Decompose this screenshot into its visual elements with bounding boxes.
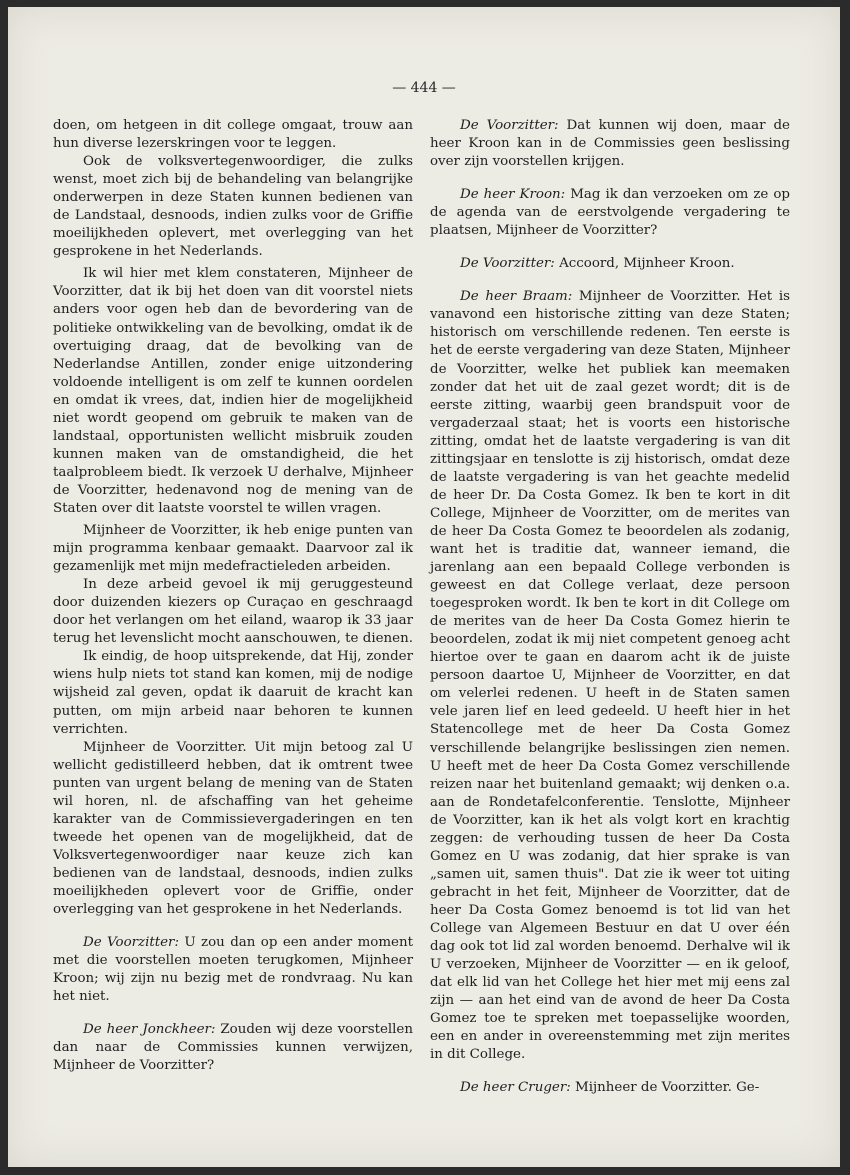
paragraph: Ik wil hier met klem constateren, Mijnheer de Voorzitter, dat ik bij het doen van dit voorstel niets anders voor ogen heb dan de bevordering van de politieke ontwikkeling van de bevolking, omdat ik de overtuiging draag, dat de bevolking van de Nederlandse Antillen, zonder enige uitzondering voldoende intelligent is om zelf te kunnen oordelen en omdat ik vrees, dat, indien hier de mogelijkheid niet wordt geopend om gebruik te maken van de landstaal, opportunisten wellicht misbruik zouden kunnen maken van de omstandigheid, die het taalprobleem biedt. Ik verzoek U derhalve, Mijnheer de Voorzitter, hedenavond nog de mening van de Staten over dit laatste voorstel te willen vragen.	[53, 266, 413, 516]
page-number: — 444 —	[392, 80, 456, 96]
left-column	[53, 117, 413, 1075]
speaker-paragraph	[430, 117, 790, 171]
speaker-name: De heer Jonckheer:	[83, 1022, 216, 1038]
speech-text: Accoord, Mijnheer Kroon.	[559, 256, 735, 272]
speaker-paragraph	[430, 186, 790, 240]
paragraph: Mijnheer de Voorzitter. Uit mijn betoog zal U wellicht gedistilleerd hebben, dat ik omtrent twee punten van urgent belang de mening van de Staten wil horen, nl. de afschaffing van het geheime karakter van de Commissievergaderingen en ten tweede het openen van de mogelijkheid, dat de Volksvertegenwoordiger naar keuze zich kan bedienen van de landstaal, desnoods, indien zulks moeilijkheden oplevert voor de Griffie, onder overlegging van het gesprokene in het Nederlands.	[53, 739, 413, 918]
paragraph: In deze arbeid gevoel ik mij geruggesteund door duizenden kiezers op Curaçao en geschraagd door het verlangen om het eiland, waarop ik 33 jaar terug het levenslicht mocht aanschouwen, te dienen.	[53, 577, 413, 647]
speaker-paragraph	[430, 288, 790, 1064]
speaker-paragraph	[430, 255, 790, 273]
paragraph: Ik eindig, de hoop uitsprekende, dat Hij, zonder wiens hulp niets tot stand kan komen, mij de nodige wijsheid zal geven, opdat ik daaruit de kracht kan putten, om mijn arbeid naar behoren te kunnen verrichten.	[53, 649, 413, 737]
speech-text: Dat kunnen wij doen, maar de heer Kroon kan in de Commissies geen beslissing over zijn voorstellen krijgen.	[430, 118, 790, 170]
speech-text: U zou dan op een ander moment met die voorstellen moeten terugkomen, Mijnheer Kroon; wij zijn nu bezig met de rondvraag. Nu kan het niet.	[53, 935, 413, 1005]
speech-text: Mijnheer de Voorzitter. Het is vanavond een historische zitting van deze Staten; historisch om verschillende redenen. Ten eerste is het de eerste vergadering van deze Staten, Mijnheer de Voorzitter, welke het publiek kan meemaken zonder dat het uit de zaal gezet wordt; dit is de eerste zitting, waarbij geen brandspuit voor de vergaderzaal staat; het is voorts een historische zitting, omdat het de laatste vergadering is van dit zittingsjaar en tenslotte is zij historisch, omdat deze de laatste vergadering is van het geachte medelid de heer Dr. Da Costa Gomez. Ik ben te kort in dit College, Mijnheer de Voorzitter, om de merites van de heer Da Costa Gomez te beoordelen als zodanig, want het is traditie dat, wanneer iemand, die jarenlang aan een bepaald College verbonden is geweest en dat College verlaat, deze persoon toegesproken wordt. Ik ben te kort in dit College om de merites van de heer Da Costa Gomez hierin te beoordelen, zodat ik mij niet competent genoeg acht hiertoe over te gaan en daarom acht ik de juiste persoon daartoe U, Mijnheer de Voorzitter, en dat om velerlei redenen. U heeft in de Staten samen vele jaren lief en leed gedeeld. U heeft hier in het Statencollege met de heer Da Costa Gomez verschillende belangrijke beslissingen zien nemen. U heeft met de heer Da Costa Gomez verschillende reizen naar het buitenland gemaakt; wij denken o.a. aan de Rondetafelconferentie. Tenslotte, Mijnheer de Voorzitter, kan ik het als volgt kort en krachtig zeggen: de verhouding tussen de heer Da Costa Gomez en U was zodanig, dat hier sprake is van „samen uit, samen thuis". Dat zie ik weer tot uiting gebracht in het feit, Mijnheer de Voorzitter, dat de heer Da Costa Gomez benoemd is tot lid van het College van Algemeen Bestuur en dat U over één dag ook tot lid zal worden benoemd. Derhalve wil ik U verzoeken, Mijnheer de Voorzitter — en ik geloof, dat elk lid van het College het hier met mij eens zal zijn — aan het eind van de avond de heer Da Costa Gomez toe te spreken met toepasselijke woorden, een en ander in overeenstemming met zijn merites in dit College.	[430, 289, 790, 1063]
document-page	[8, 7, 840, 1167]
speech-text: Mag ik dan verzoeken om ze op de agenda van de eerstvolgende vergadering te plaatsen, Mijnheer de Voorzitter?	[430, 187, 790, 239]
speaker-name: De Voorzitter:	[460, 118, 559, 133]
speech-text: Mijnheer de Voorzitter. Ge-	[575, 1080, 760, 1096]
speaker-name: De heer Cruger:	[460, 1080, 571, 1096]
right-column	[430, 117, 790, 1097]
speaker-paragraph	[430, 1079, 790, 1097]
paragraph: Ook de volksvertegenwoordiger, die zulks wenst, moet zich bij de behandeling van belangrijke onderwerpen in deze Staten kunnen bedienen van de Landstaal, desnoods, indien zulks voor de Griffie moeilijkheden oplevert, met overlegging van het gesprokene in het Nederlands.	[53, 154, 413, 260]
paragraph: doen, om hetgeen in dit college omgaat, trouw aan hun diverse lezerskringen voor te leggen.	[53, 118, 413, 152]
speaker-name: De Voorzitter:	[83, 935, 179, 951]
speaker-name: De heer Kroon:	[460, 187, 566, 203]
paragraph: Mijnheer de Voorzitter, ik heb enige punten van mijn programma kenbaar gemaakt. Daarvoor zal ik gezamenlijk met mijn medefractieleden arbeiden.	[53, 523, 413, 575]
speaker-paragraph	[53, 1021, 413, 1075]
speech-text: Zouden wij deze voorstellen dan naar de Commissies kunnen verwijzen, Mijnheer de Voorzitter?	[53, 1022, 413, 1074]
speaker-name: De heer Braam:	[460, 289, 573, 305]
speaker-paragraph	[53, 934, 413, 1006]
speaker-name: De Voorzitter:	[460, 256, 555, 272]
